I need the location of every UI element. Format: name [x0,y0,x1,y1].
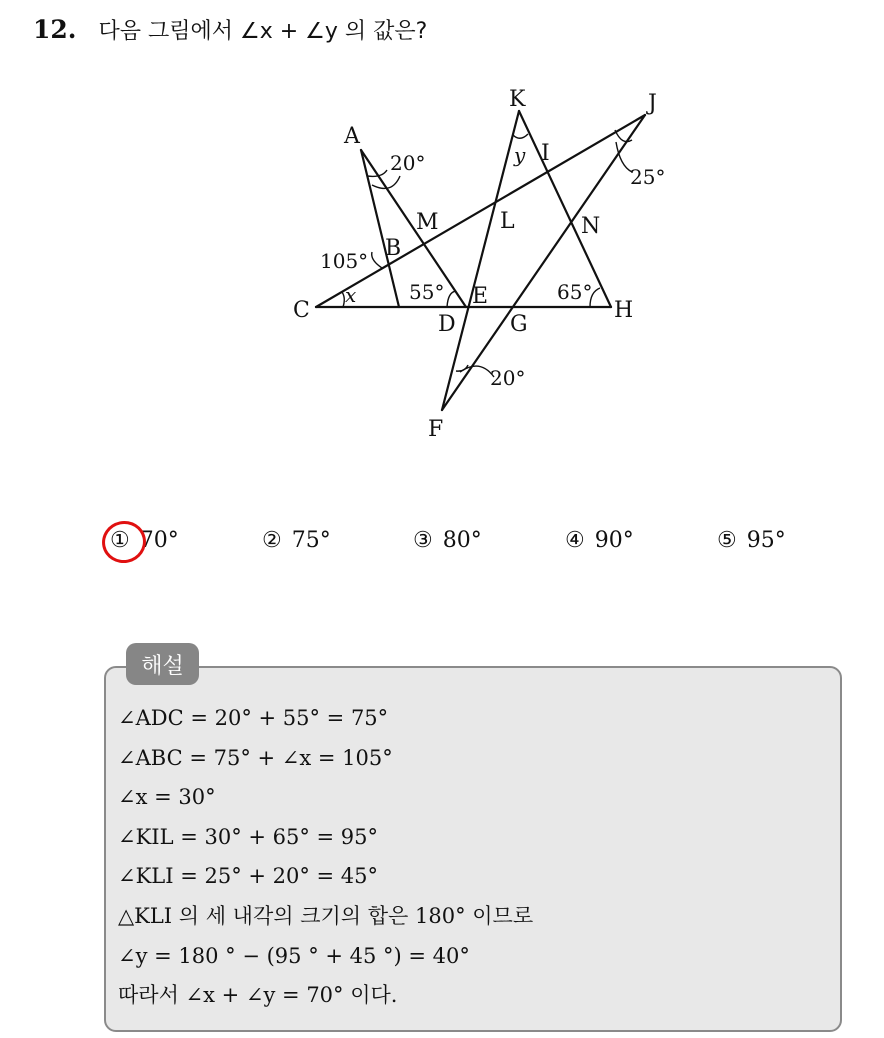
arc-angle-d55 [447,291,456,307]
label-d: D [438,312,456,337]
answer-choices [0,528,884,568]
question-text: 다음 그림에서 ∠x + ∠y 의 값은? [98,19,428,44]
label-b: B [385,236,402,261]
choice-1-number: ① [110,528,130,553]
label-h: H [614,298,634,323]
choice-1-value: 70° [139,528,179,553]
choice-5-value: 95° [746,528,786,553]
solution-tag: 해설 [126,643,199,685]
choice-4-value: 90° [594,528,634,553]
angle-label-h65: 65° [557,280,593,304]
choice-5-number: ⑤ [717,528,737,553]
angle-label-a20: 20° [390,151,426,175]
segment-c-j [316,115,645,307]
choice-5[interactable] [717,528,786,553]
geometry-figure [0,0,884,460]
angle-label-x: x [345,283,357,307]
label-m: M [416,210,439,235]
choice-3-value: 80° [442,528,482,553]
label-j: J [648,91,657,116]
solution-line: 따라서 ∠x + ∠y = 70° 이다. [118,983,398,1008]
choice-4-number: ④ [565,528,585,553]
arc-angle-b105 [372,252,382,268]
solution-lines [118,703,533,1020]
choice-1[interactable] [110,528,179,553]
choice-2-number: ② [262,528,282,553]
label-f: F [428,417,444,442]
label-a: A [344,124,360,149]
solution-line: ∠x = 30° [118,785,216,810]
solution-line: ∠ABC = 75° + ∠x = 105° [118,745,393,770]
label-g: G [510,312,528,337]
choice-2[interactable] [262,528,331,553]
angle-label-f20: 20° [490,366,526,390]
choice-4[interactable] [565,528,634,553]
label-c: C [293,298,310,323]
solution-line: ∠ADC = 20° + 55° = 75° [118,706,389,730]
choice-2-value: 75° [291,528,331,553]
solution-line: ∠KLI = 25° + 20° = 45° [118,864,379,889]
label-k: K [509,87,526,112]
question-number: 12. [33,15,77,44]
angle-label-b105: 105° [320,249,369,273]
angle-label-j25: 25° [630,165,666,189]
label-n: N [581,214,601,239]
choice-3[interactable] [413,528,482,553]
arc-angle-ky [513,134,528,138]
solution-line: ∠y = 180 ° − (95 ° + 45 °) = 40° [118,943,470,968]
angle-label-d55: 55° [409,280,445,304]
choice-3-number: ③ [413,528,433,553]
solution-line: ∠KIL = 30° + 65° = 95° [118,824,379,849]
selected-circle-icon [98,517,150,567]
solution-line: △KLI 의 세 내각의 크기의 합은 180° 이므로 [118,903,534,928]
label-i: I [541,141,550,166]
label-l: L [500,209,515,234]
angle-label-y: y [514,143,526,167]
label-e: E [472,284,489,309]
arc-angle-cx [342,292,344,307]
